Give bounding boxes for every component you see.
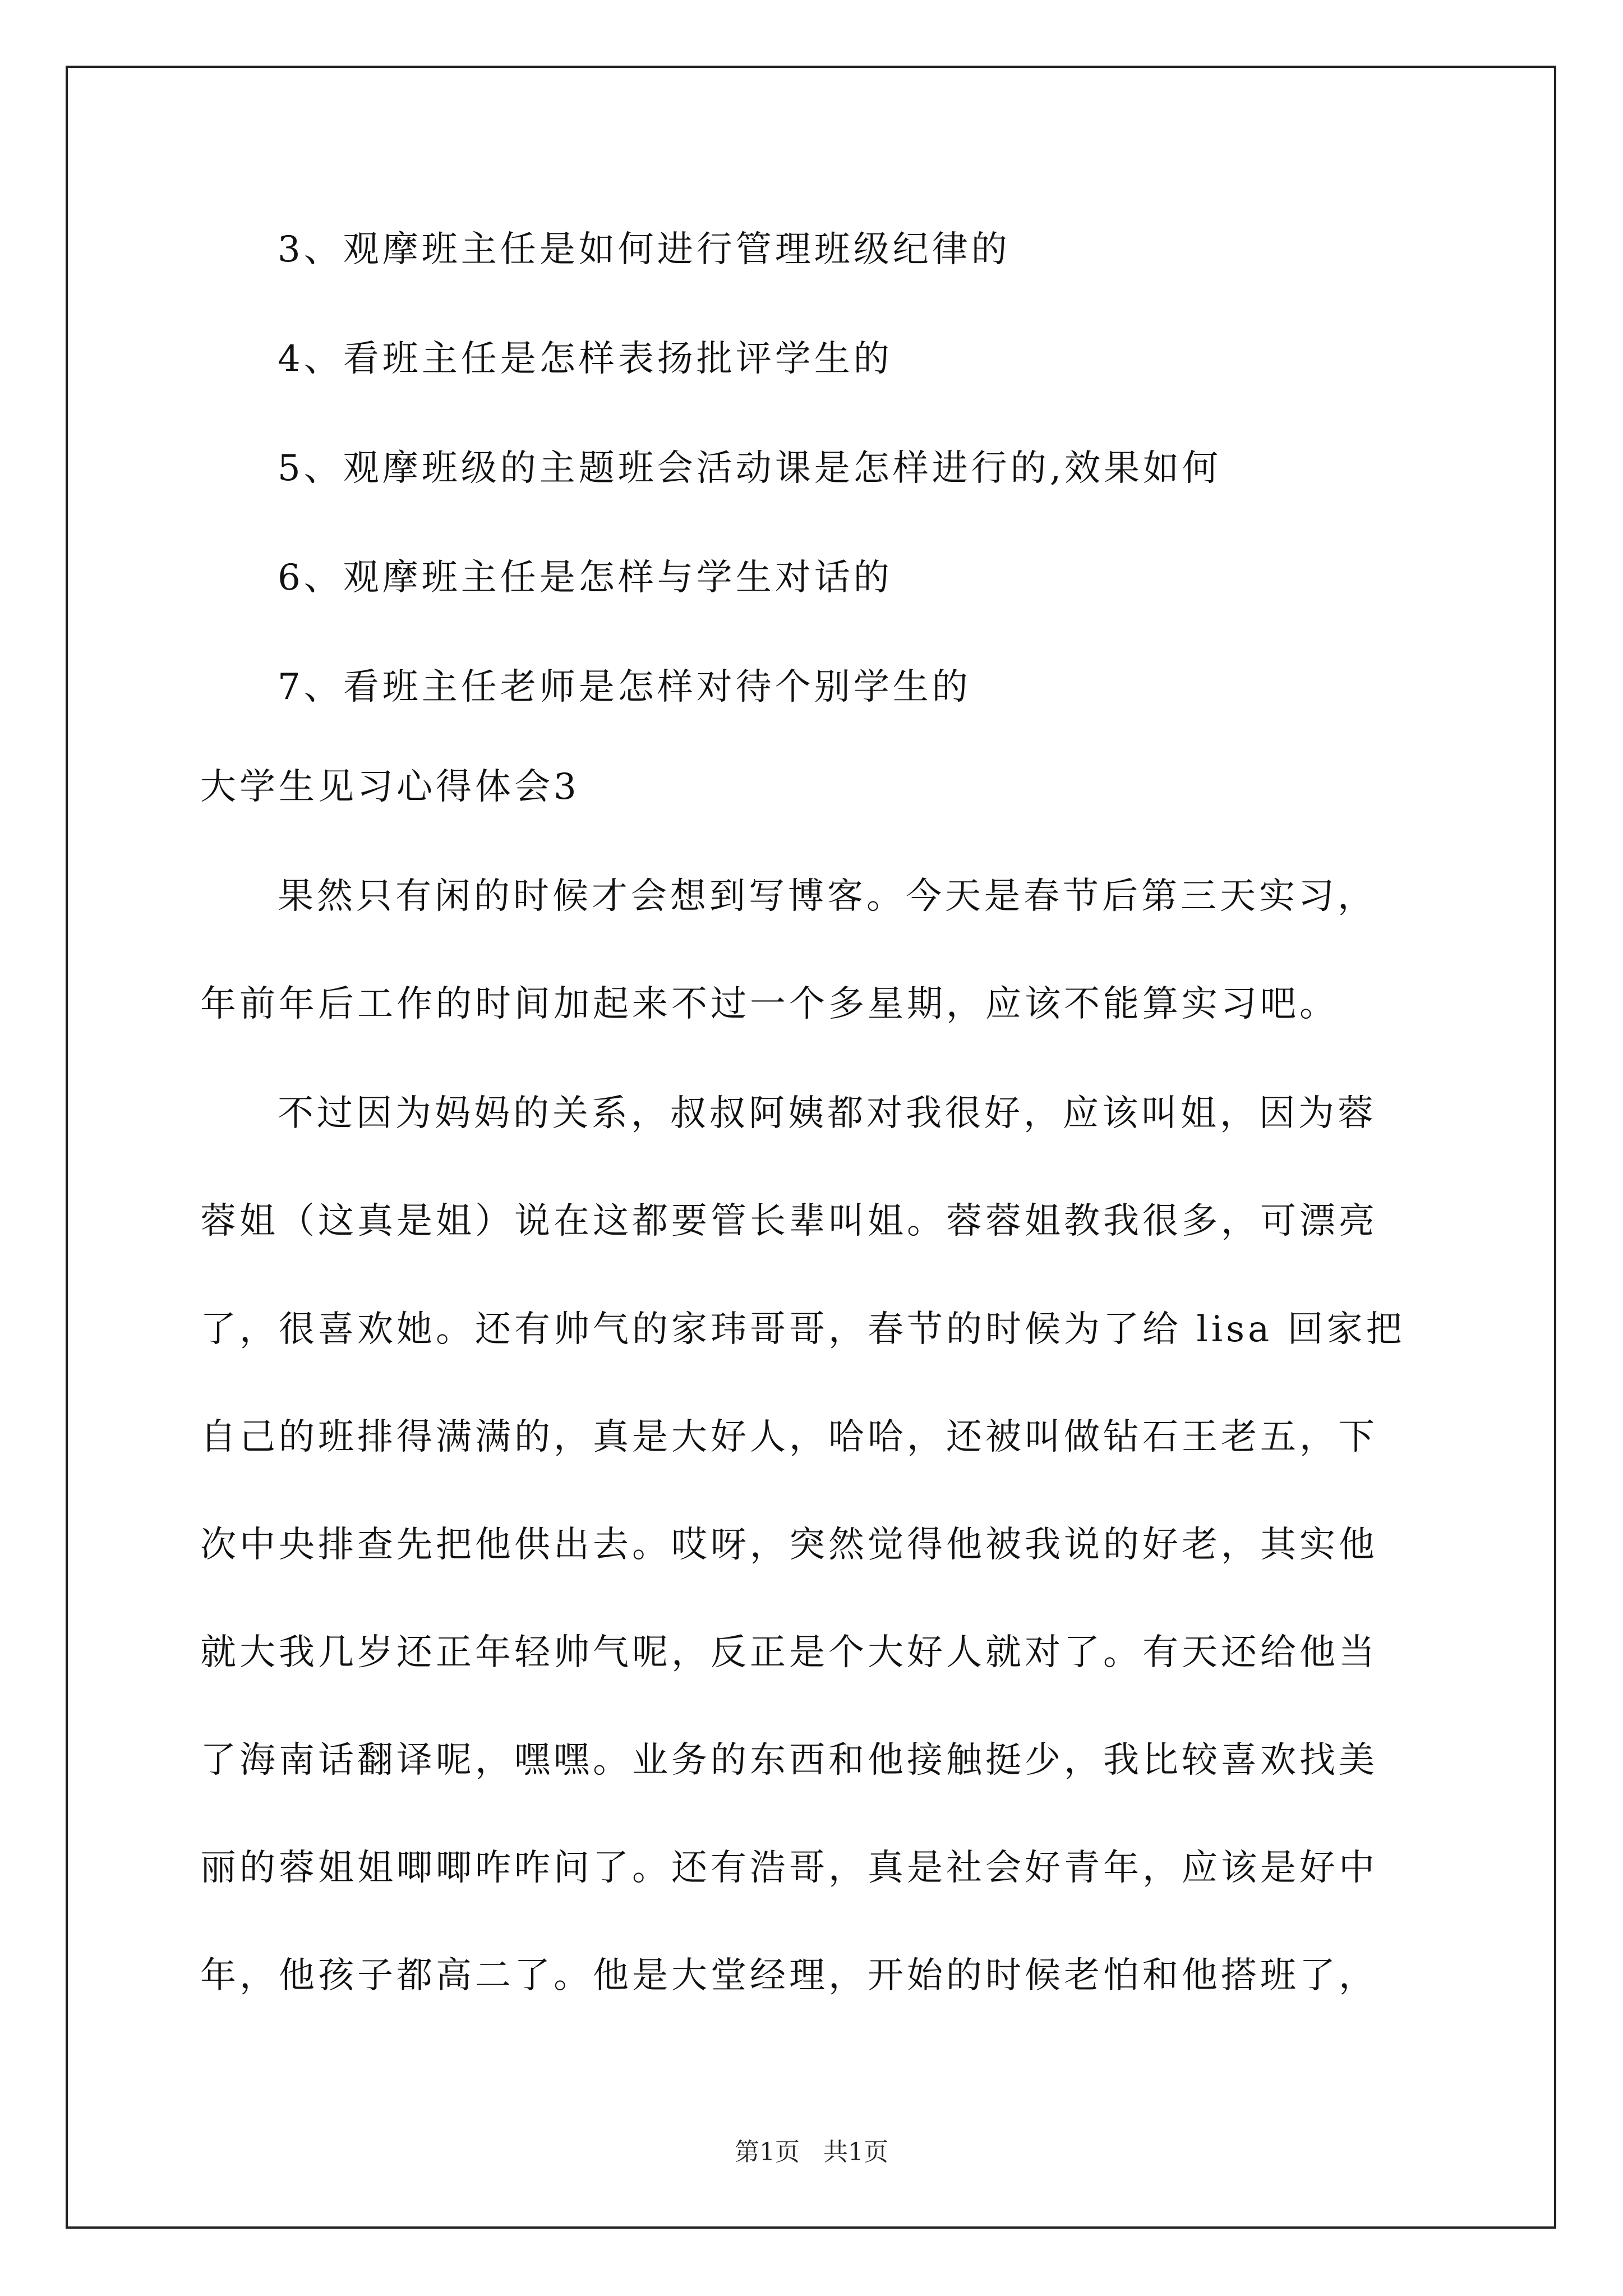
list-item: 5、观摩班级的主题班会活动课是怎样进行的,效果如何 xyxy=(278,448,1222,489)
paragraph-line: 了，很喜欢她。还有帅气的家玮哥哥，春节的时候为了给 lisa 回家把 xyxy=(200,1309,1405,1350)
paragraph-line: 年前年后工作的时间加起来不过一个多星期，应该不能算实习吧。 xyxy=(200,983,1339,1025)
paragraph-line: 蓉姐（这真是姐）说在这都要管长辈叫姐。蓉蓉姐教我很多，可漂亮 xyxy=(200,1200,1378,1242)
list-item: 3、观摩班主任是如何进行管理班级纪律的 xyxy=(278,229,1011,270)
paragraph-line: 了海南话翻译呢，嘿嘿。业务的东西和他接触挺少，我比较喜欢找美 xyxy=(200,1740,1378,1781)
list-item: 6、观摩班主任是怎样与学生对话的 xyxy=(278,557,893,599)
paragraph-line: 次中央排查先把他供出去。哎呀，突然觉得他被我说的好老，其实他 xyxy=(200,1524,1378,1566)
section-heading: 大学生见习心得体会3 xyxy=(200,766,580,808)
paragraph-line: 年，他孩子都高二了。他是大堂经理，开始的时候老怕和他搭班了， xyxy=(200,1955,1378,1996)
paragraph-line: 自己的班排得满满的，真是大好人，哈哈，还被叫做钻石王老五，下 xyxy=(200,1416,1378,1458)
paragraph-line: 果然只有闲的时候才会想到写博客。今天是春节后第三天实习， xyxy=(278,876,1377,917)
page-footer: 第1页 共1页 xyxy=(735,2138,888,2166)
page-border xyxy=(66,66,1556,2229)
paragraph-line: 丽的蓉姐姐唧唧咋咋问了。还有浩哥，真是社会好青年，应该是好中 xyxy=(200,1847,1378,1889)
paragraph-line: 就大我几岁还正年轻帅气呢，反正是个大好人就对了。有天还给他当 xyxy=(200,1632,1378,1673)
paragraph-line: 不过因为妈妈的关系，叔叔阿姨都对我很好，应该叫姐，因为蓉 xyxy=(278,1093,1377,1134)
list-item: 4、看班主任是怎样表扬批评学生的 xyxy=(278,338,893,380)
list-item: 7、看班主任老师是怎样对待个别学生的 xyxy=(278,666,971,708)
